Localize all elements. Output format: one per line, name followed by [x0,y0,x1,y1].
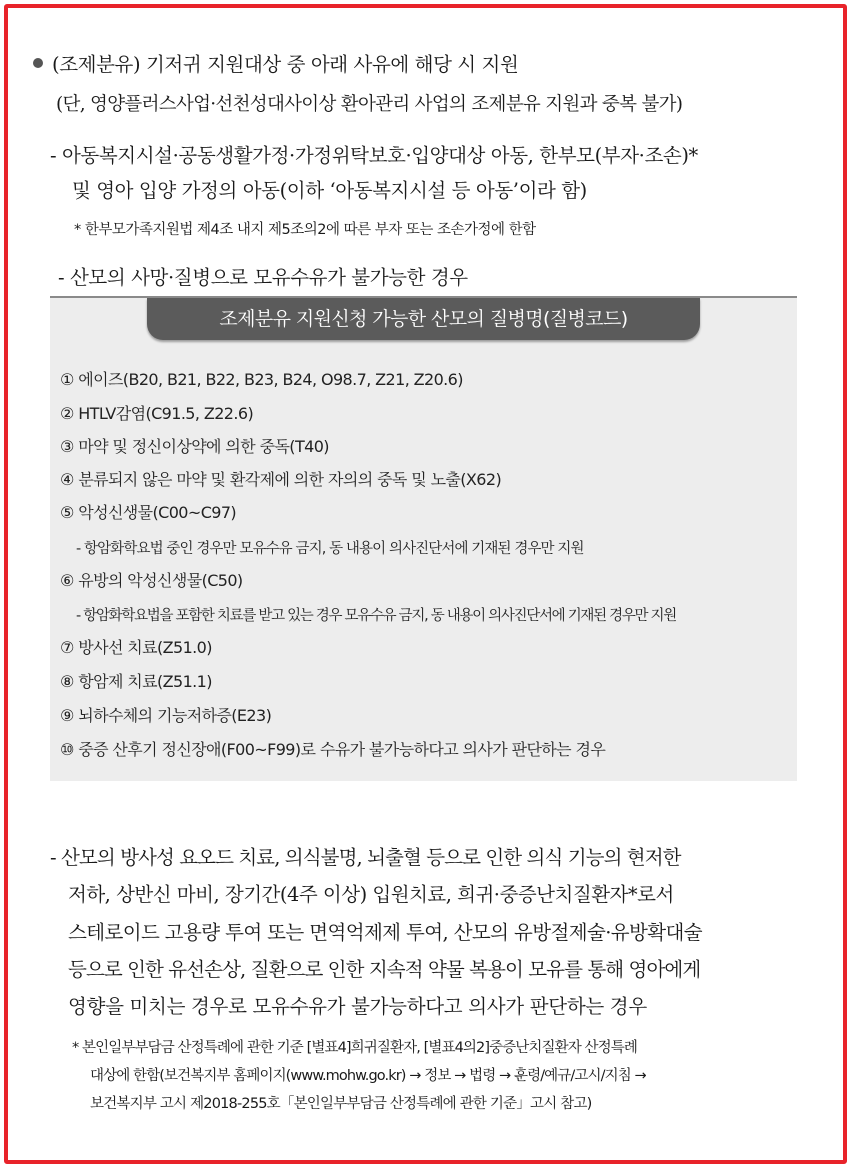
disease-item: ① 에이즈(B20, B21, B22, B23, B24, O98.7, Z21, Z20.6) [60,370,463,389]
disease-item: ⑦ 방사선 치료(Z51.0) [60,638,212,657]
footnote-2-line: * 본인일부부담금 산정특례에 관한 기준 [별표4]희귀질환자, [별표4의2]중증난치질환자 산정특례 [72,1040,637,1056]
footnote-1: * 한부모가족지원법 제4조 내지 제5조의2에 따른 부자 또는 조손가정에 한함 [74,222,536,238]
disease-subnote: - 항암화학요법 중인 경우만 모유수유 금지, 동 내용이 의사진단서에 기재된 경우만 지원 [76,541,584,557]
disease-item: ⑤ 악성신생물(C00~C97) [60,503,237,522]
dash-item-1-line-2: 및 영아 입양 가정의 아동(이하 ‘아동복지시설 등 아동’이라 함) [72,179,587,202]
disease-item: ⑥ 유방의 악성신생물(C50) [60,571,243,590]
bullet-line-1: (조제분유) 기저귀 지원대상 중 아래 사유에 해당 시 지원 [52,53,519,76]
footnote-2-line: 대상에 한함(보건복지부 홈페이지(www.mohw.go.kr) → 정보 → 법령 → 훈령/예규/고시/지침 → [90,1068,646,1084]
footnote-2-line: 보건복지부 고시 제2018-255호「본인일부부담금 산정특례에 관한 기준」고시 참고) [90,1096,592,1112]
dash-item-2: - 산모의 사망·질병으로 모유수유가 불가능한 경우 [58,266,468,289]
disease-item: ⑧ 항암제 치료(Z51.1) [60,672,212,691]
disease-item: ⑩ 중증 산후기 정신장애(F00~F99)로 수유가 불가능하다고 의사가 판단하는 경우 [60,740,606,759]
disease-item: ⑨ 뇌하수체의 기능저하증(E23) [60,706,272,725]
disease-subnote: - 항암화학요법을 포함한 치료를 받고 있는 경우 모유수유 금지, 동 내용이 의사진단서에 기재된 경우만 지원 [76,608,676,624]
paragraph-line: 스테로이드 고용량 투여 또는 면역억제제 투여, 산모의 유방절제술·유방확대술 [68,921,702,944]
paragraph-line: - 산모의 방사성 요오드 치료, 의식불명, 뇌출혈 등으로 인한 의식 기능의 현저한 [50,846,681,869]
paragraph-line: 영향을 미치는 경우로 모유수유가 불가능하다고 의사가 판단하는 경우 [68,995,647,1018]
disease-box-title: 조제분유 지원신청 가능한 산모의 질병명(질병코드) [147,298,700,340]
bullet-dot-icon [33,58,43,68]
disease-item: ② HTLV감염(C91.5, Z22.6) [60,404,254,423]
paragraph-line: 저하, 상반신 마비, 장기간(4주 이상) 입원치료, 희귀·중증난치질환자*로서 [68,883,674,906]
disease-item: ③ 마약 및 정신이상약에 의한 중독(T40) [60,437,329,456]
dash-item-1-line-1: - 아동복지시설·공동생활가정·가정위탁보호·입양대상 아동, 한부모(부자·조손)* [50,144,698,167]
disease-item: ④ 분류되지 않은 마약 및 환각제에 의한 자의의 중독 및 노출(X62) [60,470,502,489]
bullet-line-2: (단, 영양플러스사업·선천성대사이상 환아관리 사업의 조제분유 지원과 중복 불가) [56,94,683,115]
paragraph-line: 등으로 인한 유선손상, 질환으로 인한 지속적 약물 복용이 모유를 통해 영아에게 [68,958,701,981]
